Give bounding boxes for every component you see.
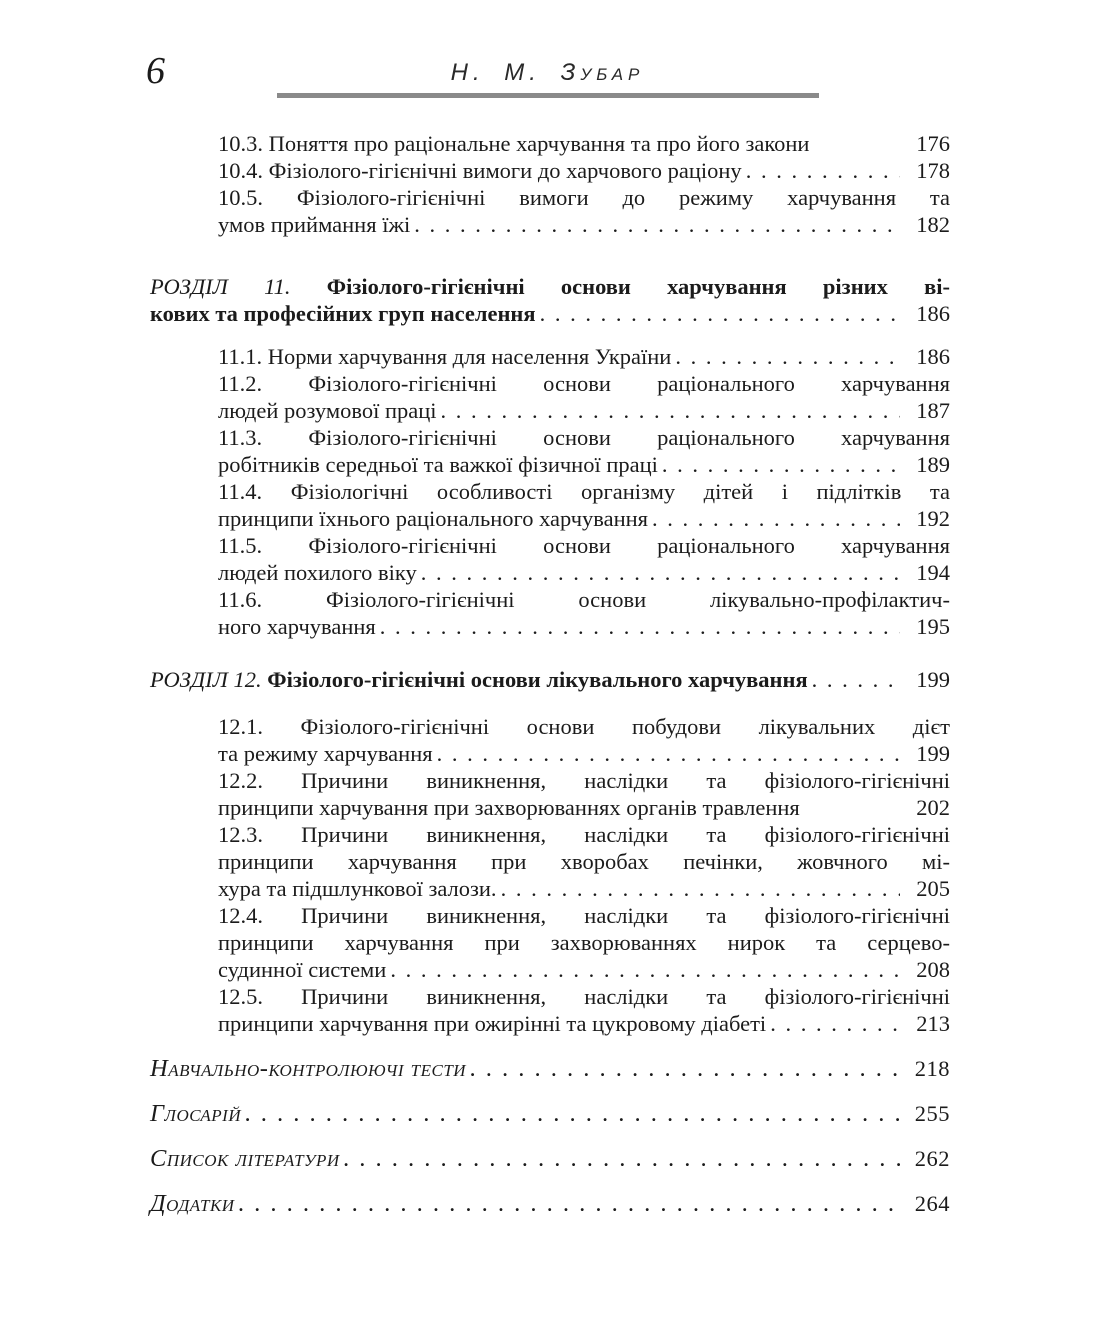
toc-back-matter [150,1055,950,1217]
toc-page-number: 186 [916,301,950,327]
toc-section-10 [150,130,950,238]
toc-page-number: 208 [916,957,950,983]
dot-leader [662,451,900,478]
running-header: Н. М. Зубар [450,59,645,86]
toc-entry-text: 11.5. Фізіолого-гігієнічні основи раціонального харчування [218,533,950,559]
toc-entry-text: хура та підшлункової залози. [218,876,497,902]
chapter-title: Фізіолого-гігієнічні основи лікувального харчування [267,667,808,693]
toc-entry [150,397,950,424]
toc-page-number: 199 [916,667,950,693]
chapter-title: кових та професійних груп населення [150,301,536,327]
toc-entry-text: 12.2. Причини виникнення, наслідки та фізіолого-гігієнічні [218,768,950,794]
toc-entry [150,1010,950,1037]
dot-leader [414,211,900,238]
toc-page-number: 189 [916,452,950,478]
toc-chapter-12-heading [150,666,950,693]
toc-entry-text: умов приймання їжі [218,212,411,238]
toc-entry-text: та режиму харчування [218,741,433,767]
dot-leader [812,666,900,693]
toc-entry-text: 10.4. Фізіолого-гігієнічні вимоги до харчового раціону [218,158,742,184]
toc-page-number: 202 [916,795,950,821]
toc-entry [150,1055,950,1082]
toc-page-number: 213 [916,1011,950,1037]
toc-entry [150,505,950,532]
toc-entry-text: 12.4. Причини виникнення, наслідки та фізіолого-гігієнічні [218,903,950,929]
dot-leader [470,1055,900,1082]
toc-page-number: 187 [916,398,950,424]
toc-entry-text: 10.3. Поняття про раціональне харчування та про його закони [218,131,810,157]
dot-leader [421,559,900,586]
toc-entry-text: 11.1. Норми харчування для населення України [218,344,672,370]
toc-page-number: 199 [916,741,950,767]
toc-entry-text: 12.3. Причини виникнення, наслідки та фізіолого-гігієнічні [218,822,950,848]
dot-leader [245,1100,900,1127]
dot-leader [652,505,900,532]
toc-entry-text: принципи харчування при захворюваннях органів травлення [218,795,800,821]
toc-entry-text: 11.4. Фізіологічні особливості організму дітей і підлітків та [218,479,950,505]
toc-entry [150,157,950,184]
toc-entry [150,130,950,157]
page-number-folio: 6 [146,50,165,92]
dot-leader [540,300,900,327]
toc-page-number: 194 [916,560,950,586]
toc-entry-text: 12.1. Фізіолого-гігієнічні основи побудови лікувальних дієт [218,714,950,740]
chapter-label: РОЗДІЛ 11. [150,274,291,300]
toc-page-number: 178 [916,158,950,184]
toc-entry-text: 11.2. Фізіолого-гігієнічні основи раціонального харчування [218,371,950,397]
toc-chapter-line [150,666,950,693]
toc-entry-text: людей похилого віку [218,560,417,586]
toc-page-number: 186 [916,344,950,370]
toc-entry [150,451,950,478]
toc-entry-text: Глосарій [150,1100,242,1128]
toc-entry-text: робітників середньої та важкої фізичної праці [218,452,658,478]
toc-chapter-line [150,300,950,327]
toc-entry-text: людей розумової праці [218,398,437,424]
chapter-title: Фізіолого-гігієнічні основи харчування різних ві- [326,274,951,300]
toc-section-11 [150,343,950,640]
toc-entry-text: Додатки [150,1190,235,1218]
toc-section-12 [150,713,950,1037]
chapter-label: РОЗДІЛ 12. [150,667,262,693]
toc-entry-text: Навчально-контролюючі тести [150,1055,467,1083]
toc-entry [150,1190,950,1217]
toc-chapter-line [150,273,950,300]
toc-chapter-11-heading [150,273,950,327]
toc-entry-text: принципи харчування при захворюваннях нирок та серцево- [218,930,950,956]
toc-entry [150,1145,950,1172]
toc-entry [150,794,950,821]
toc-entry [150,740,950,767]
toc-page-number: 218 [914,1056,950,1082]
toc-page-number: 264 [914,1191,950,1217]
toc-entry-text: принципи харчування при хворобах печінки, жовчного мі- [218,849,950,875]
toc-entry-text: судинної системи [218,957,387,983]
dot-leader [239,1190,900,1217]
toc-entry-text: Список літератури [150,1145,340,1173]
toc-page-number: 176 [916,131,950,157]
toc-entry [150,875,950,902]
toc-entry-text: принципи харчування при ожирінні та цукровому діабеті [218,1011,767,1037]
dot-leader [390,956,900,983]
toc-page-number: 192 [916,506,950,532]
dot-leader [770,1010,900,1037]
toc-page-number: 182 [916,212,950,238]
dot-leader [380,613,900,640]
dot-leader [746,157,900,184]
chapter-heading-text [150,666,808,693]
dot-leader [441,397,900,424]
toc-entry-text: 10.5. Фізіолого-гігієнічні вимоги до режиму харчування та [218,185,950,211]
toc-entry-text: 11.6. Фізіолого-гігієнічні основи лікувально-профілактич- [218,587,950,613]
toc-entry [150,211,950,238]
toc-entry [150,343,950,370]
toc-entry-text: ного харчування [218,614,376,640]
toc-entry-text: 11.3. Фізіолого-гігієнічні основи раціонального харчування [218,425,950,451]
header-rule [277,93,819,98]
toc-entry-text: 12.5. Причини виникнення, наслідки та фізіолого-гігієнічні [218,984,950,1010]
toc-page-number: 262 [914,1146,950,1172]
toc-entry [150,559,950,586]
toc-entry [150,613,950,640]
dot-leader [437,740,900,767]
toc-page-number: 205 [916,876,950,902]
dot-leader [675,343,900,370]
toc-page-number: 195 [916,614,950,640]
toc-entry-text: принципи їхнього раціонального харчування [218,506,649,532]
dot-leader [344,1145,900,1172]
dot-leader [501,875,900,902]
table-of-contents [150,130,950,1217]
toc-entry [150,1100,950,1127]
toc-entry [150,956,950,983]
toc-page-number: 255 [914,1101,950,1127]
